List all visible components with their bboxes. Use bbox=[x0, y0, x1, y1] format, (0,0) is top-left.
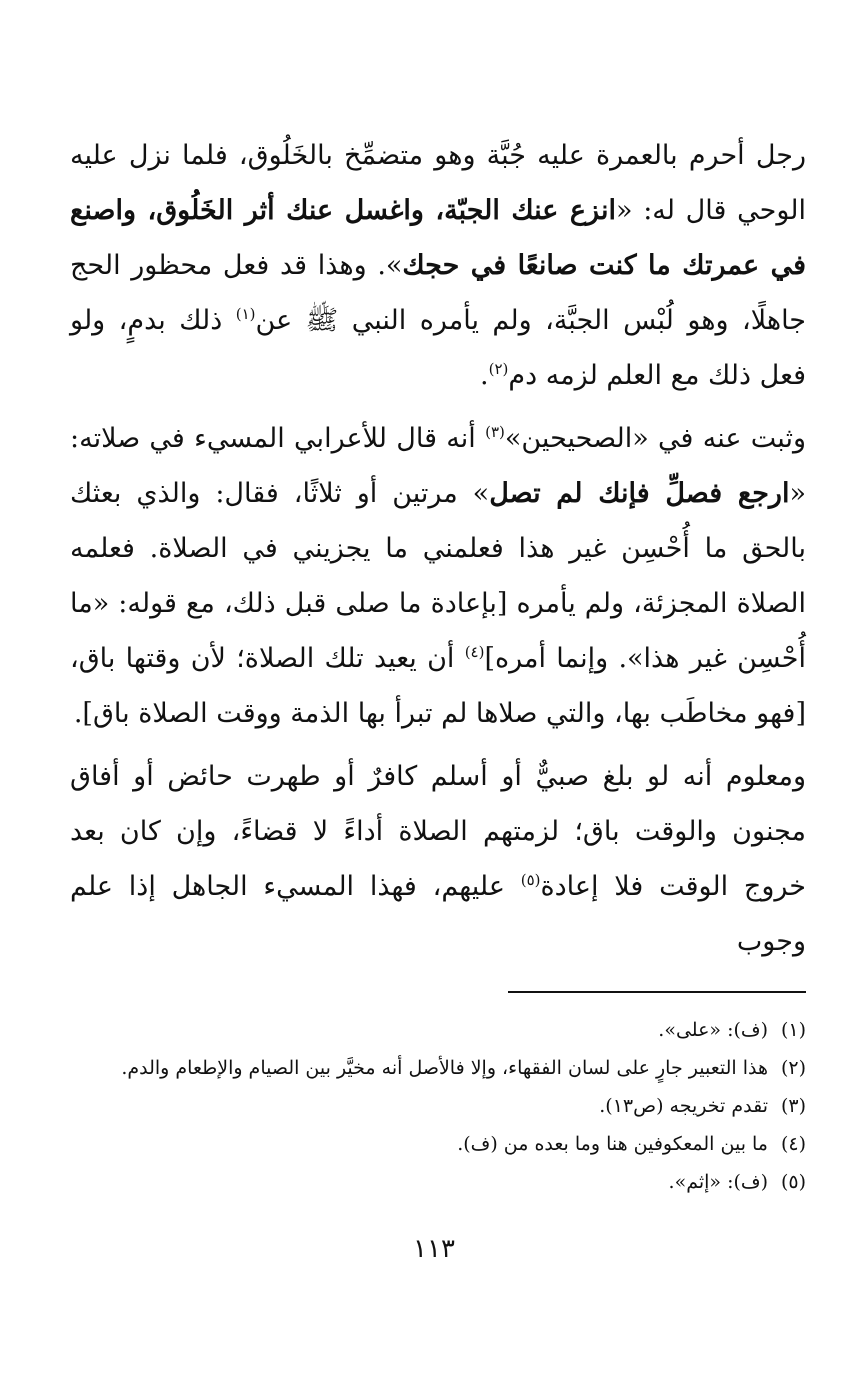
paragraph-2-bold-quote: ارجع فصلِّ فإنك لم تصل bbox=[489, 478, 790, 509]
footnote-ref-4[interactable]: (٤) bbox=[464, 643, 485, 661]
footnote-text: هذا التعبير جارٍ على لسان الفقهاء، وإلا فالأصل أنه مخيَّر بين الصيام والإطعام والدم. bbox=[121, 1057, 768, 1079]
paragraph-2-text-2: أنه قال للأعرابي المسيء في صلاته: « bbox=[70, 423, 806, 509]
footnote-text: (ف): «إثم». bbox=[668, 1171, 768, 1193]
paragraph-1-text-1: رجل أحرم بالعمرة عليه جُبَّة وهو متضمِّخ بالخَلُوق، فلما نزل عليه الوحي قال له: « bbox=[70, 140, 807, 226]
footnote-1 bbox=[70, 1011, 806, 1049]
footnote-number: (٣) bbox=[780, 1095, 806, 1117]
footnote-text: تقدم تخريجه (ص١٣). bbox=[599, 1095, 768, 1117]
footnote-separator bbox=[508, 991, 806, 993]
footnote-number: (٤) bbox=[780, 1133, 806, 1155]
footnote-ref-1[interactable]: (١) bbox=[235, 305, 256, 323]
footnote-ref-2[interactable]: (٢) bbox=[488, 360, 509, 378]
footnotes-section bbox=[70, 1011, 806, 1201]
paragraph-1-bold-quote: انزع عنك الجبّة، واغسل عنك أثر الخَلُوق، واصنع في عمرتك ما كنت صانعًا في حجك bbox=[70, 195, 806, 281]
paragraph-2 bbox=[70, 411, 806, 741]
footnote-4 bbox=[70, 1125, 806, 1163]
paragraph-2-text-1: وثبت عنه في «الصحيحين» bbox=[504, 423, 807, 454]
footnote-number: (٢) bbox=[780, 1057, 806, 1079]
paragraph-1-text-4: . bbox=[480, 360, 489, 391]
footnote-text: (ف): «على». bbox=[658, 1019, 768, 1041]
footnote-3 bbox=[70, 1087, 806, 1125]
paragraph-1-text-2: ». وهذا قد فعل محظور الحج جاهلًا، وهو لُبْس الجبَّة، ولم يأمره النبي ﷺ عن bbox=[70, 250, 806, 336]
page-content bbox=[70, 128, 806, 1201]
paragraph-3-text-2: عليهم، فهذا المسيء الجاهل إذا علم وجوب bbox=[70, 871, 806, 957]
footnote-text: ما بين المعكوفين هنا وما بعده من (ف). bbox=[457, 1133, 768, 1155]
footnote-number: (٥) bbox=[780, 1171, 806, 1193]
page-number: ١١٣ bbox=[413, 1234, 455, 1264]
footnote-ref-5[interactable]: (٥) bbox=[520, 871, 541, 889]
paragraph-2-text-3: » مرتين أو ثلاثًا، فقال: والذي بعثك بالحق ما أُحْسِن غير هذا فعلمني ما يجزيني في الصلاة. فعلمه الصلاة المجزئة، ولم يأمره [بإعادة ما صلى قبل ذلك، مع قوله: «ما أُحْسِن غير هذا». وإنما أمره] bbox=[70, 478, 806, 674]
paragraph-3-text-1: ومعلوم أنه لو بلغ صبيٌّ أو أسلم كافرٌ أو طهرت حائض أو أفاق مجنون والوقت باق؛ لزمتهم الصلاة أداءً لا قضاءً، وإن كان بعد خروج الوقت فلا إعادة bbox=[70, 761, 806, 902]
footnote-2 bbox=[70, 1049, 806, 1087]
footnote-ref-3[interactable]: (٣) bbox=[485, 423, 505, 441]
paragraph-1-text-3: ذلك بدمٍ، ولو فعل ذلك مع العلم لزمه دم bbox=[70, 305, 806, 391]
footnote-number: (١) bbox=[780, 1019, 806, 1041]
paragraph-3 bbox=[70, 749, 806, 969]
footnote-5 bbox=[70, 1163, 806, 1201]
paragraph-1 bbox=[70, 128, 806, 403]
paragraph-2-text-4: أن يعيد تلك الصلاة؛ لأن وقتها باق، [فهو مخاطَب بها، والتي صلاها لم تبرأ بها الذمة ووقت الصلاة باق]. bbox=[70, 643, 806, 729]
